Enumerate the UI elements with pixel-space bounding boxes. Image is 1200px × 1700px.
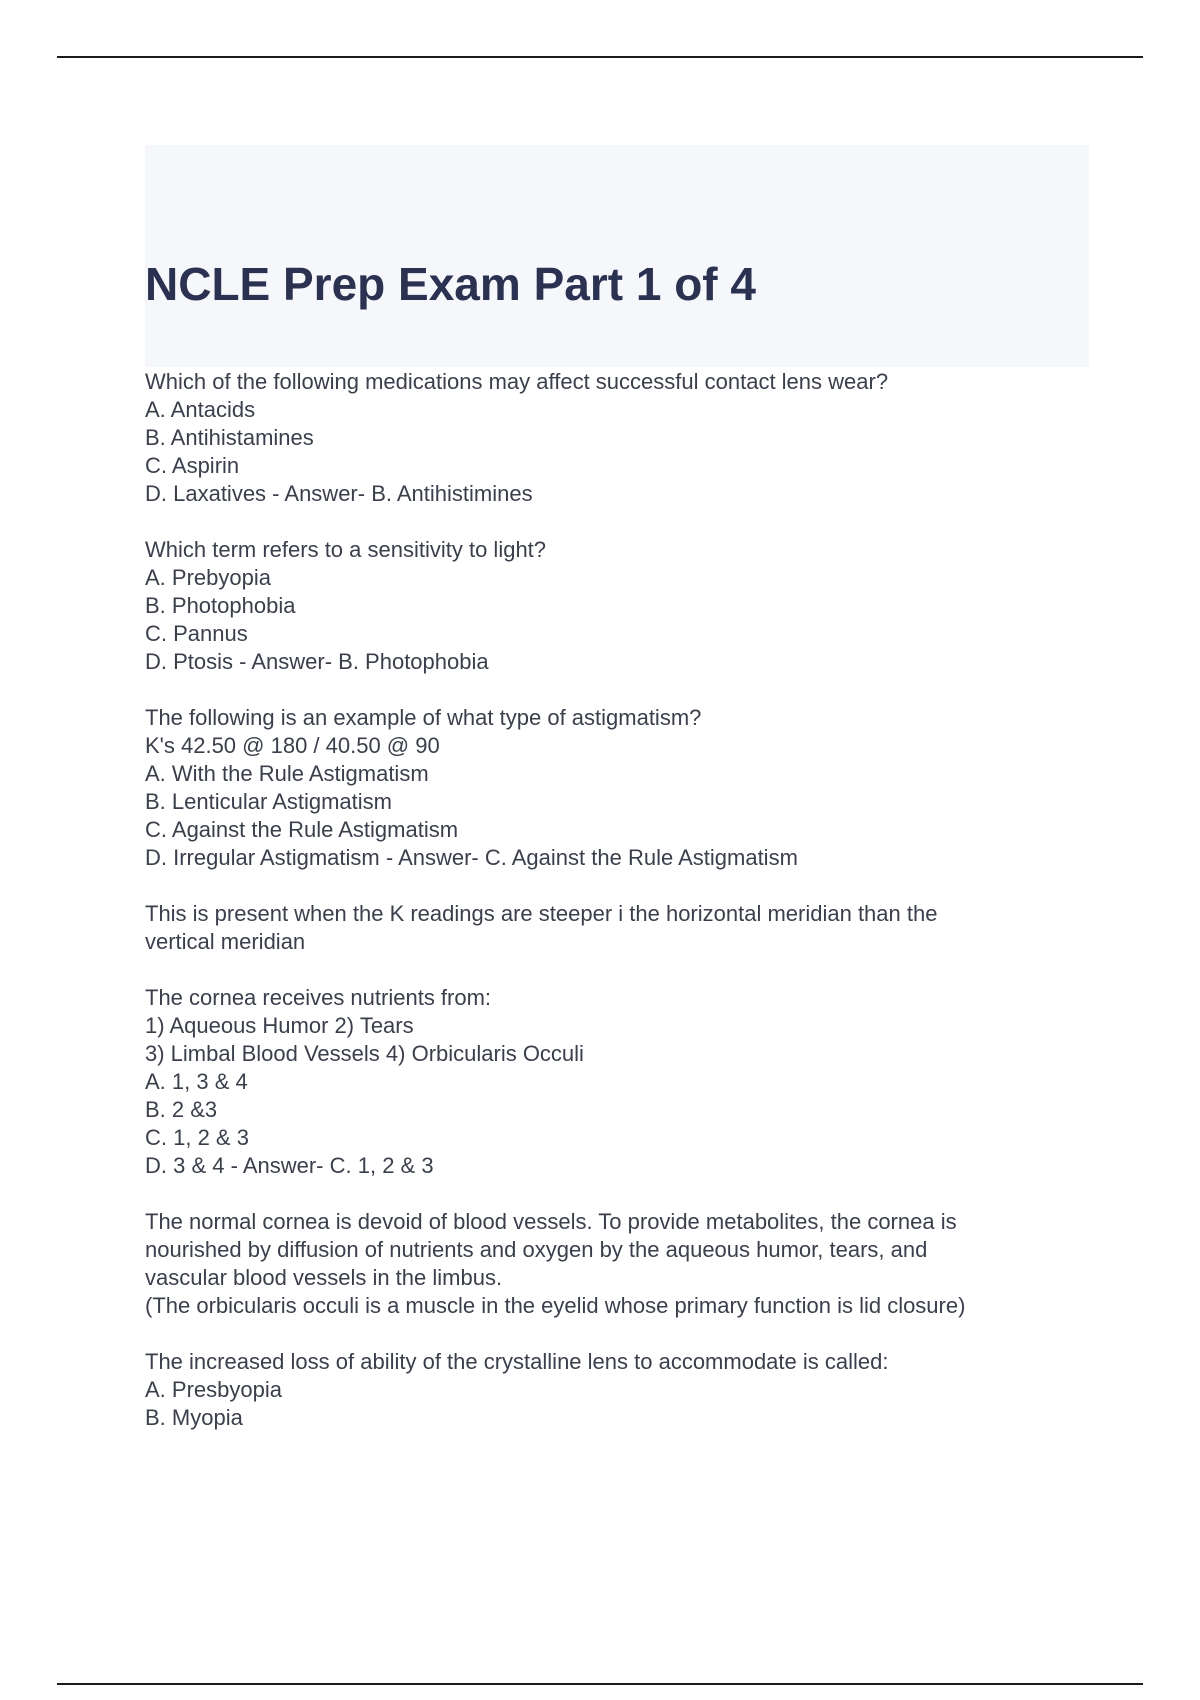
question-text: Which term refers to a sensitivity to light? [145, 537, 547, 562]
question-text: K's 42.50 @ 180 / 40.50 @ 90 [145, 733, 440, 758]
question-text: 1) Aqueous Humor 2) Tears [145, 1013, 414, 1038]
explanation-text: vertical meridian [145, 929, 306, 954]
answer-option: A. Prebyopia [145, 565, 271, 590]
top-rule [57, 56, 1143, 58]
question-text: The increased loss of ability of the crystalline lens to accommodate is called: [145, 1349, 889, 1374]
explanation-text: vascular blood vessels in the limbus. [145, 1265, 503, 1290]
question-block [145, 536, 1075, 676]
answer-option: D. Ptosis - Answer- B. Photophobia [145, 649, 489, 674]
answer-option: B. Lenticular Astigmatism [145, 789, 392, 814]
question-block [145, 368, 1075, 508]
question-block [145, 1348, 1075, 1432]
answer-option: A. 1, 3 & 4 [145, 1069, 248, 1094]
explanation-text: This is present when the K readings are steeper i the horizontal meridian than the [145, 901, 938, 926]
explanation-text: (The orbicularis occuli is a muscle in the eyelid whose primary function is lid closure) [145, 1293, 966, 1318]
answer-option: A. With the Rule Astigmatism [145, 761, 429, 786]
answer-option: C. Aspirin [145, 453, 240, 478]
question-text: The cornea receives nutrients from: [145, 985, 492, 1010]
question-text: 3) Limbal Blood Vessels 4) Orbicularis Occuli [145, 1041, 584, 1066]
answer-option: C. Pannus [145, 621, 248, 646]
answer-option: D. 3 & 4 - Answer- C. 1, 2 & 3 [145, 1153, 434, 1178]
explanation-text: The normal cornea is devoid of blood vessels. To provide metabolites, the cornea is [145, 1209, 957, 1234]
bottom-rule [57, 1683, 1143, 1685]
question-block [145, 984, 1075, 1180]
document-body [145, 368, 1075, 1460]
answer-option: D. Irregular Astigmatism - Answer- C. Against the Rule Astigmatism [145, 845, 798, 870]
question-text: The following is an example of what type of astigmatism? [145, 705, 702, 730]
answer-option: D. Laxatives - Answer- B. Antihistimines [145, 481, 533, 506]
answer-option: C. 1, 2 & 3 [145, 1125, 249, 1150]
answer-option: C. Against the Rule Astigmatism [145, 817, 459, 842]
explanation-text: nourished by diffusion of nutrients and oxygen by the aqueous humor, tears, and [145, 1237, 928, 1262]
question-text: Which of the following medications may affect successful contact lens wear? [145, 369, 889, 394]
answer-option: A. Antacids [145, 397, 256, 422]
answer-option: B. 2 &3 [145, 1097, 218, 1122]
answer-option: B. Photophobia [145, 593, 296, 618]
answer-option: B. Myopia [145, 1405, 243, 1430]
page-title: NCLE Prep Exam Part 1 of 4 [145, 258, 756, 310]
question-block [145, 704, 1075, 872]
explanation-block [145, 900, 1075, 956]
answer-option: A. Presbyopia [145, 1377, 282, 1402]
explanation-block [145, 1208, 1075, 1320]
answer-option: B. Antihistamines [145, 425, 314, 450]
